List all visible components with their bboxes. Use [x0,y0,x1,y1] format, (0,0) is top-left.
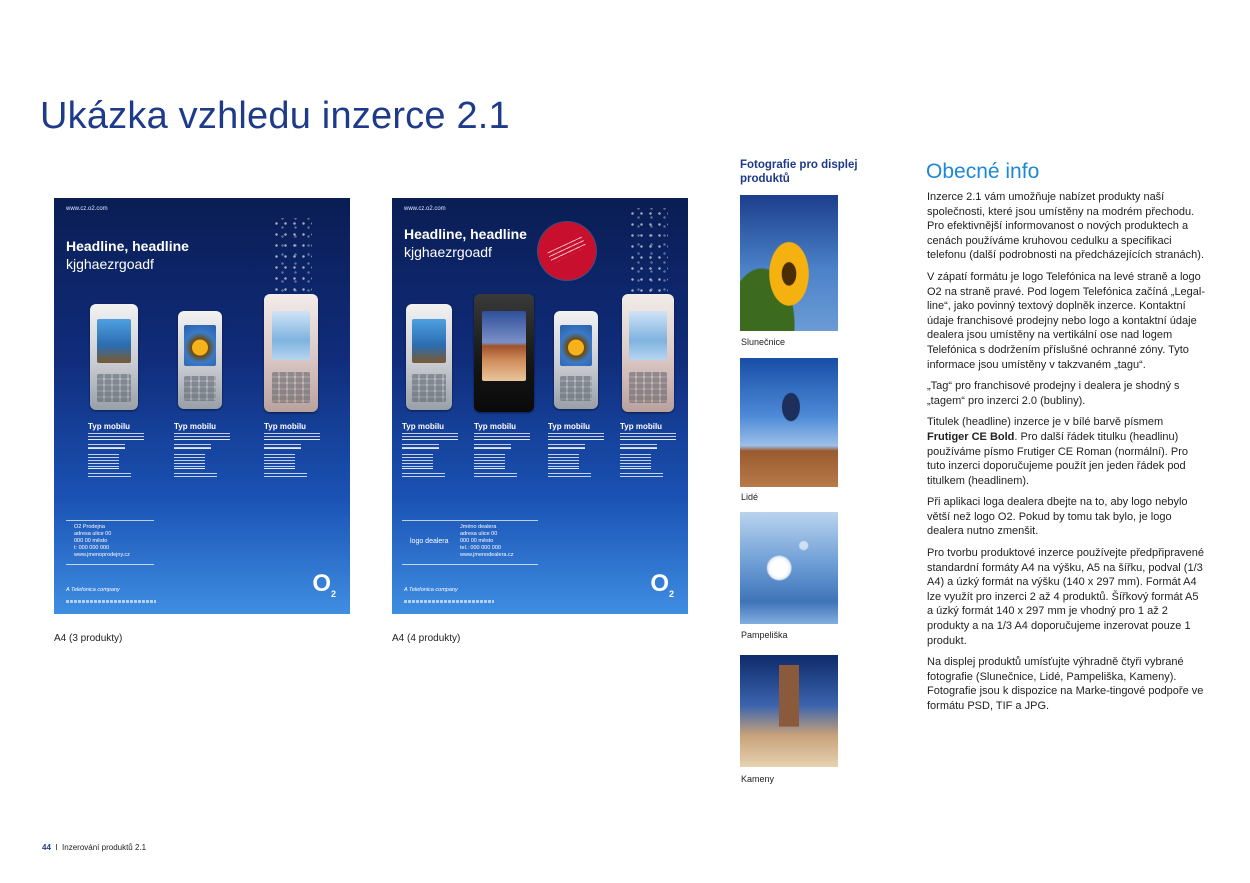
info-paragraph: „Tag“ pro franchisové prodejny i dealera je shodný s „tagem“ pro inzerci 2.0 (bubliny). [927,380,1180,407]
ad-headline: Headline, headline [404,226,527,242]
product-spec [264,422,326,478]
info-paragraph: Titulek (headline) inzerce je v bílé barvě písmem Frutiger CE Bold. Pro další řádek titulku (headlinu) používáme písmo Frutiger CE Roman (normální). Pro tuto inzerci doporučujeme použít jen jeden řádek pod titulkem (headlinem). [927,416,1189,487]
photos-heading: Fotografie pro displej produktů [740,159,858,185]
product-spec [548,422,610,478]
page-title: Ukázka vzhledu inzerce 2.1 [40,95,510,137]
info-paragraph: Na displej produktů umísťujte výhradně čtyři vybrané fotografie (Slunečnice, Lidé, Pampeliška, Kameny). Fotografie jsou k dispozice na Marke-tingové podpoře ve formátu PSD, TIF a JPG. [927,656,1204,712]
photo-label: Lidé [741,492,759,502]
photo-label: Slunečnice [741,337,786,347]
product-name: Typ mobilu [620,422,663,431]
info-text [927,190,1207,721]
phone-image [264,294,318,412]
o2-logo: $O_2$ [650,570,674,599]
dealer-tag: O2 Prodejna adresa ulice 00 000 00 město t: 000 000 000 www.jmenoprodejny.cz [74,524,130,558]
dealer-logo-placeholder: logo dealera [410,538,449,545]
photo-label: Pampeliška [741,630,788,640]
phone-image [474,294,534,412]
product-spec [402,422,464,478]
ad-mockup-3-products [54,198,350,614]
ad-subheadline: kjghaezrgoadf [66,256,154,272]
telefonica-logo: A Telefonica company [66,587,120,593]
product-name: Typ mobilu [548,422,591,431]
sunflower-photo [740,195,838,331]
stones-photo [740,655,838,767]
page-footer [42,843,146,852]
legal-line [66,600,156,603]
product-name: Typ mobilu [474,422,517,431]
product-name: Typ mobilu [264,422,307,431]
ad-subheadline: kjghaezrgoadf [404,244,492,260]
ad-url: www.cz.o2.com [66,206,108,212]
photo-label: Kameny [741,774,775,784]
phone-image [90,304,138,410]
footer-separator: I [55,843,58,852]
phone-image [554,311,598,409]
telefonica-logo: A Telefonica company [404,587,458,593]
phone-image [622,294,674,412]
price-bubble [538,222,596,280]
person-photo [740,358,838,487]
info-paragraph: Inzerce 2.1 vám umožňuje nabízet produkty naší společnosti, které jsou umístěny na modrém přechodu. Pro efektivnější informovanost o nových produktech a cenách používáme kruhovou cedulku a specifikaci telefonu (další podrobnosti na předcházejících stranách). [927,191,1204,262]
phone-image [178,311,222,409]
product-spec [474,422,536,478]
legal-line [404,600,494,603]
product-name: Typ mobilu [402,422,445,431]
footer-section: Inzerování produktů 2.1 [62,843,147,852]
product-name: Typ mobilu [174,422,217,431]
page-number: 44 [42,843,51,852]
ad-url: www.cz.o2.com [404,206,446,212]
info-paragraph: V zápatí formátu je logo Telefónica na levé straně a logo O2 na straně pravé. Pod logem Telefónica začíná „Legal-line“, jako povinný textový doplněk inzerce. Kontaktní údaje franchisové prodejny nebo logo a kontaktní údaje dealera jsou umístěny na vertikální ose nad logem Telefónica s dodržením příslušné ochranné zóny. Tyto informace jsou umístěny v takzvaném „tagu“. [927,270,1206,371]
ad-caption-3-products: A4 (3 produkty) [54,633,123,644]
product-spec [88,422,150,478]
product-spec [174,422,236,478]
product-name: Typ mobilu [88,422,131,431]
product-spec [620,422,682,478]
ad-mockup-4-products [392,198,688,614]
o2-logo: $O_2$ [312,570,336,599]
ad-caption-4-products: A4 (4 produkty) [392,633,461,644]
info-paragraph: Pro tvorbu produktové inzerce používejte předpřipravené standardní formáty A4 na výšku, A5 na šířku, podval (1/3 A4) a úzký formát na výšku (140 x 297 mm). Formát A4 lze využít pro inzerci 2 až 4 produktů. Šířkový formát A5 a úzký formát 140 x 297 mm je vhodný pro 1 až 2 produkty a na 1/3 A4 doporučujeme inzerovat pouze 1 produkt. [927,547,1204,647]
phone-image [406,304,452,410]
info-heading: Obecné info [926,160,1040,183]
dandelion-photo [740,512,838,624]
ad-headline: Headline, headline [66,238,189,254]
info-paragraph: Při aplikaci loga dealera dbejte na to, aby logo nebylo větší než logo O2. Pokud by tomu tak bylo, je logo dealera nutno zmenšit. [927,496,1188,538]
dealer-tag: Jméno dealera adresa ulice 00 000 00 město tel.: 000 000 000 www.jmenodealera.cz [460,524,514,558]
